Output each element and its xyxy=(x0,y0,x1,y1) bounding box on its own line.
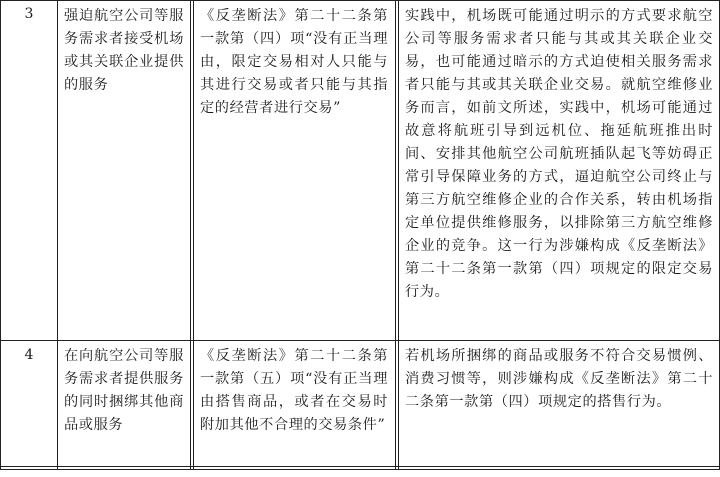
column-border xyxy=(395,0,396,470)
row-bottom-border-double xyxy=(0,469,720,470)
law-reference: 《反垄断法》第二十二条第一款第（四）项“没有正当理由，限定交易相对人只能与其进行交易或者只能与其指定的经营者进行交易” xyxy=(200,8,388,116)
row-number: 3 xyxy=(24,6,34,22)
measure-description: 在向航空公司等服务需求者提供服务的同时捆绑其他商品或服务 xyxy=(64,348,184,433)
row-bottom-border xyxy=(0,466,720,467)
measure-description: 强迫航空公司等服务需求者接受机场或其关联企业提供的服务 xyxy=(64,8,184,93)
analysis-text: 若机场所捆绑的商品或服务不符合交易惯例、消费习惯等，则涉嫌构成《反垄断法》第二十二条第一款第（四）项规定的搭售行为。 xyxy=(405,348,713,410)
row-divider xyxy=(0,340,720,341)
column-border xyxy=(190,0,191,470)
analysis-text: 实践中，机场既可能通过明示的方式要求航空公司等服务需求者只能与其或其关联企业交易，也可能通过暗示的方式迫使相关服务需求者只能与其或其关联企业交易。就航空维修业务而言，如前文所述，实践中，机场可能通过故意将航班引导到远机位、拖延航班推出时间、安排其他航空公司航班插队起飞等妨碍正常引导保障业务的方式，逼迫航空公司终止与第三方航空维修企业的合作关系，转由机场指定单位提供维修服务，以排除第三方航空维修企业的竞争。这一行为涉嫌构成《反垄断法》第二十二条第一款第（四）项规定的限定交易行为。 xyxy=(405,8,713,300)
column-border xyxy=(57,0,58,470)
row-number: 4 xyxy=(24,347,34,363)
row-top-border xyxy=(0,0,720,1)
column-border xyxy=(0,0,1,470)
column-border xyxy=(398,0,399,470)
column-border xyxy=(193,0,194,470)
law-reference: 《反垄断法》第二十二条第一款第（五）项“没有正当理由搭售商品，或者在交易时附加其他不合理的交易条件” xyxy=(200,348,388,433)
